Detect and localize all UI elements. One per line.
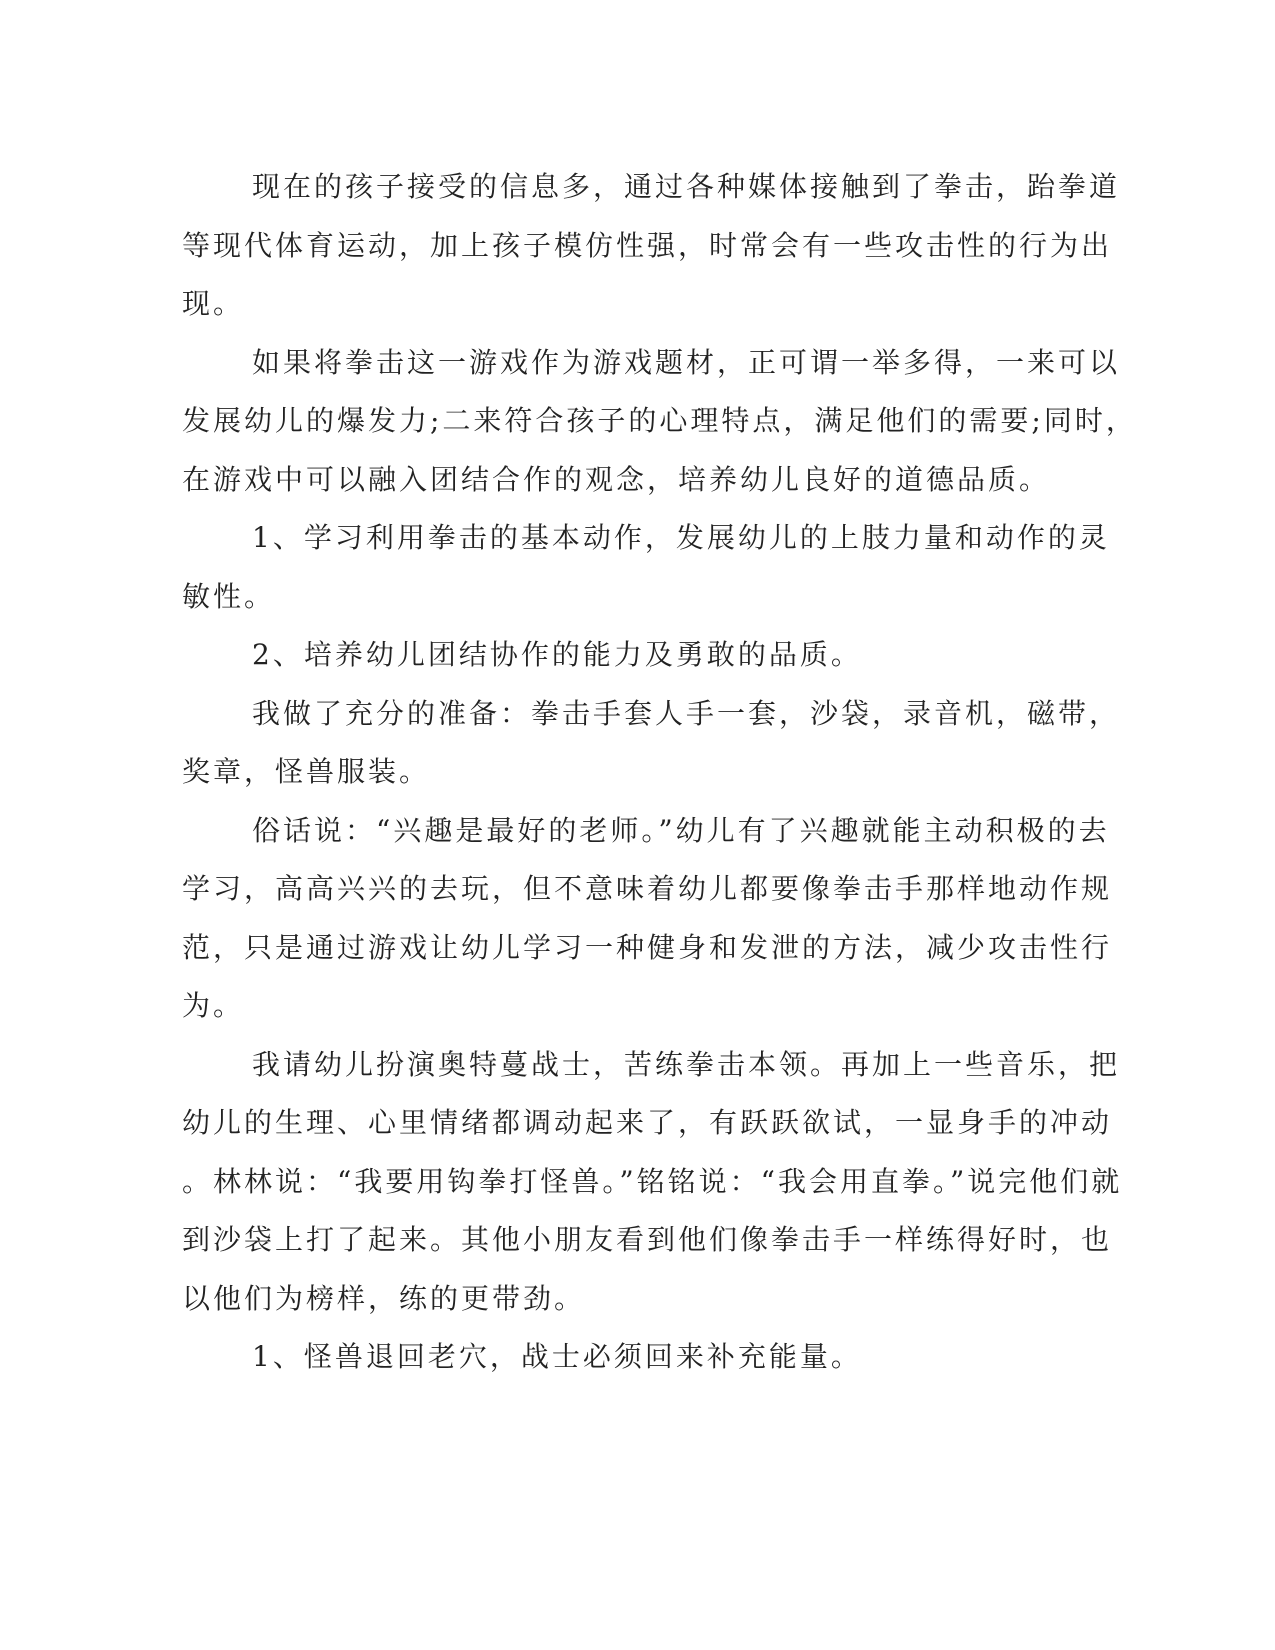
text-line: 到沙袋上打了起来。其他小朋友看到他们像拳击手一样练得好时，也 (182, 1223, 1113, 1256)
paragraph-rule-1 (182, 1328, 1052, 1387)
text-line: 以他们为榜样，练的更带劲。 (182, 1281, 586, 1315)
paragraph-goal-1 (182, 509, 1110, 626)
text-line: 我请幼儿扮演奥特蔓战士，苦练拳击本领。再加上一些音乐，把 (252, 1047, 1121, 1081)
text-line: 敏性。 (182, 579, 276, 613)
paragraph-media-influence (182, 158, 1121, 334)
text-line: 我做了充分的准备：拳击手套人手一套，沙袋，录音机，磁带， (252, 696, 1121, 730)
text-line: 奖章，怪兽服装。 (182, 755, 431, 788)
text-line: 2、培养幼儿团结协作的能力及勇敢的品质。 (252, 638, 862, 671)
paragraph-goal-2 (182, 626, 1052, 685)
paragraph-interest (182, 802, 1113, 1036)
text-line: 现。 (182, 287, 245, 320)
text-line: 为。 (182, 989, 245, 1022)
text-line: 1、学习利用拳击的基本动作，发展幼儿的上肢力量和动作的灵 (252, 521, 1110, 554)
text-line: 1、怪兽退回老穴，战士必须回来补充能量。 (252, 1340, 862, 1373)
text-line: 。林林说：“我要用钩拳打怪兽。”铭铭说：“我会用直拳。”说完他们就 (182, 1164, 1123, 1198)
paragraph-ultraman-roleplay (182, 1036, 1123, 1329)
text-line: 俗话说：“兴趣是最好的老师。”幼儿有了兴趣就能主动积极的去 (252, 813, 1110, 847)
paragraph-game-benefits (182, 334, 1137, 510)
document-body (182, 158, 1137, 1387)
text-line: 如果将拳击这一游戏作为游戏题材，正可谓一举多得，一来可以 (252, 345, 1121, 379)
text-line: 现在的孩子接受的信息多，通过各种媒体接触到了拳击，跆拳道 (252, 170, 1121, 203)
text-line: 幼儿的生理、心里情绪都调动起来了，有跃跃欲试，一显身手的冲动 (182, 1106, 1113, 1139)
text-line: 学习，高高兴兴的去玩，但不意味着幼儿都要像拳击手那样地动作规 (182, 872, 1113, 905)
text-line: 范，只是通过游戏让幼儿学习一种健身和发泄的方法，减少攻击性行 (182, 930, 1113, 964)
text-line: 发展幼儿的爆发力;二来符合孩子的心理特点，满足他们的需要;同时， (182, 404, 1137, 437)
paragraph-preparation (182, 685, 1121, 802)
text-line: 在游戏中可以融入团结合作的观念，培养幼儿良好的道德品质。 (182, 462, 1051, 496)
text-line: 等现代体育运动，加上孩子模仿性强，时常会有一些攻击性的行为出 (182, 228, 1113, 262)
